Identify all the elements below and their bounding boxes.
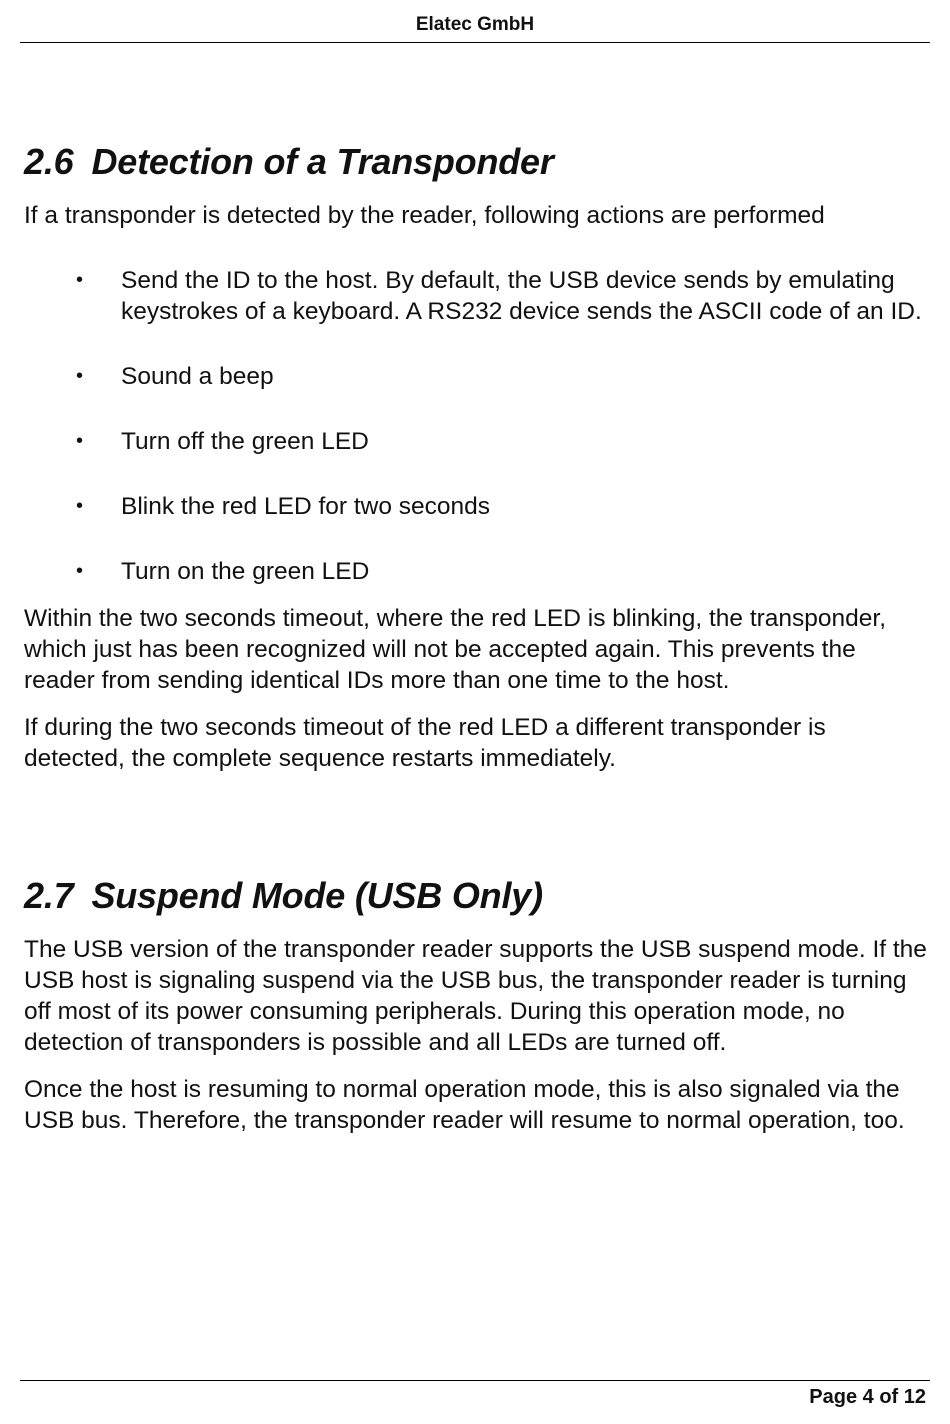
list-item: [24, 265, 930, 327]
bullet-icon: •: [76, 269, 84, 291]
section-title: Detection of a Transponder: [91, 141, 554, 182]
header-company: Elatec GmbH: [415, 14, 535, 35]
paragraph: Once the host is resuming to normal operation mode, this is also signaled via the USB bus. Therefore, the transponder reader will resume to normal operation, too.: [24, 1076, 905, 1134]
section-number: 2.6: [24, 141, 74, 182]
section-suspend: [24, 870, 930, 1136]
page-footer: [20, 1380, 930, 1413]
list-item: [24, 556, 930, 587]
section-heading-detection: [24, 136, 930, 188]
list-item: [24, 426, 930, 457]
list-item: [24, 361, 930, 392]
section-detection: [24, 136, 930, 774]
section-heading-suspend: [24, 870, 930, 922]
bullet-icon: •: [76, 560, 84, 582]
list-item-text: Turn on the green LED: [121, 558, 370, 585]
action-list: [24, 265, 930, 587]
section-title: Suspend Mode (USB Only): [91, 875, 543, 916]
page-content: [24, 136, 930, 1136]
list-item: [24, 491, 930, 522]
paragraph: Within the two seconds timeout, where the red LED is blinking, the transponder, which just has been recognized will not be accepted again. This prevents the reader from sending identical IDs more than one time to the host.: [24, 605, 887, 694]
bullet-icon: •: [76, 430, 84, 452]
list-item-text: Turn off the green LED: [121, 428, 369, 455]
paragraph: The USB version of the transponder reader supports the USB suspend mode. If the USB host is signaling suspend via the USB bus, the transponder reader is turning off most of its power consuming peripherals. During this operation mode, no detection of transponders is possible and all LEDs are turned off.: [24, 936, 927, 1056]
detection-intro: If a transponder is detected by the reader, following actions are performed: [24, 202, 825, 229]
list-item-text: Send the ID to the host. By default, the USB device sends by emulating keystrokes of a keyboard. A RS232 device sends the ASCII code of an ID.: [121, 267, 922, 325]
bullet-icon: •: [76, 365, 84, 387]
page-header: [20, 10, 930, 43]
paragraph: If during the two seconds timeout of the red LED a different transponder is detected, the complete sequence restarts immediately.: [24, 714, 826, 772]
section-number: 2.7: [24, 875, 74, 916]
bullet-icon: •: [76, 495, 84, 517]
list-item-text: Sound a beep: [121, 363, 274, 390]
list-item-text: Blink the red LED for two seconds: [121, 493, 491, 520]
page-number: Page 4 of 12: [809, 1386, 926, 1408]
